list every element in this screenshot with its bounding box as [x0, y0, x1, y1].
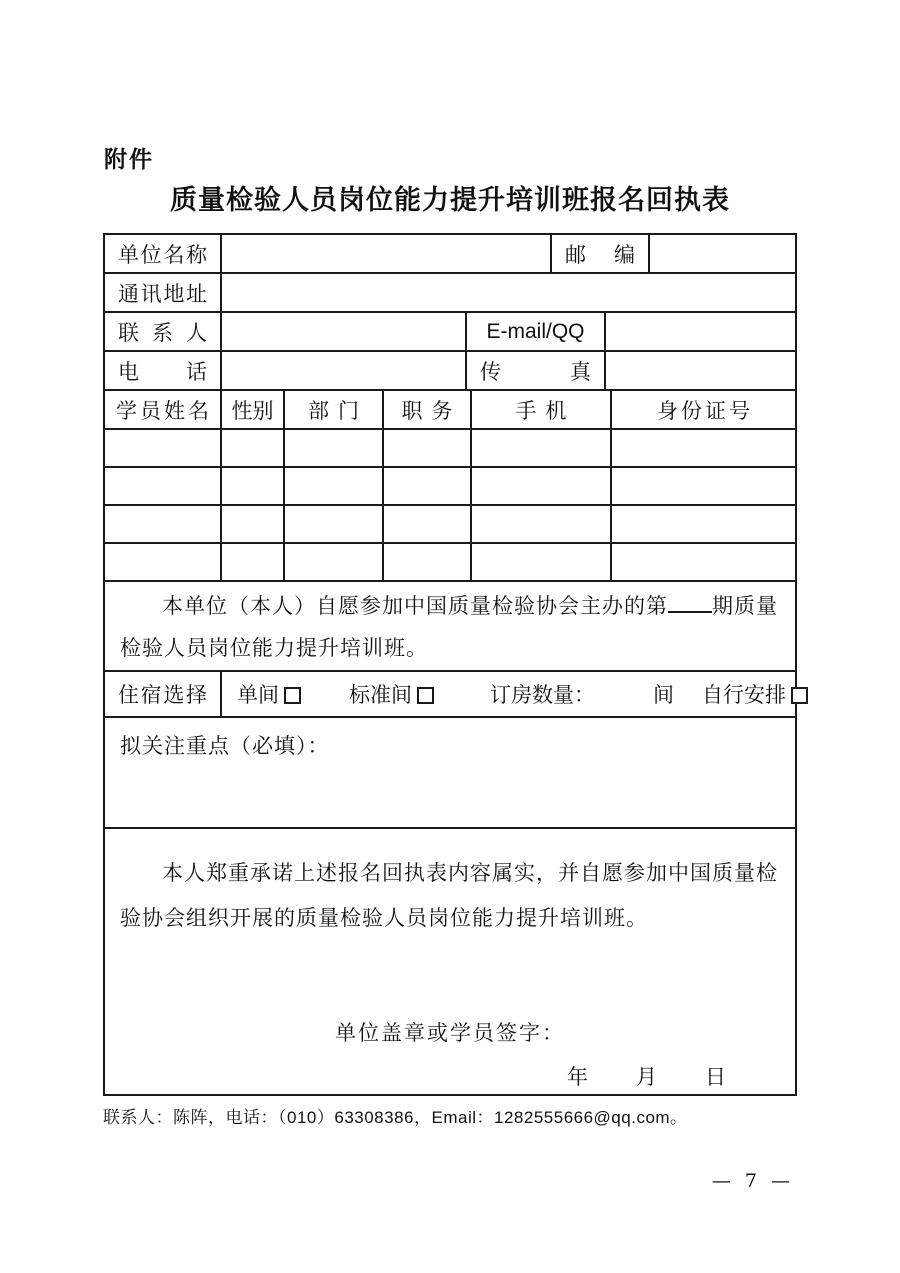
postal-code-label-cell	[552, 235, 650, 272]
header-position-cell	[384, 391, 472, 428]
student-cell	[384, 468, 472, 504]
header-student-name: 学员姓名	[116, 399, 212, 423]
student-cell	[222, 468, 285, 504]
student-cell	[384, 506, 472, 542]
phone-label: 电话	[118, 360, 207, 384]
email-label: E-mail/QQ	[486, 319, 585, 343]
room-unit-label: 间	[653, 684, 674, 707]
single-room-checkbox-icon	[284, 687, 301, 704]
row-unit-name	[105, 235, 795, 274]
accommodation-options-cell	[222, 672, 795, 716]
statement-part3: 检验人员岗位能力提升培训班。	[120, 637, 428, 660]
single-room-option	[237, 679, 301, 709]
email-label-cell	[467, 313, 606, 350]
student-cell	[105, 468, 222, 504]
standard-room-label: 标准间	[349, 684, 412, 707]
student-cell	[285, 430, 384, 466]
student-cell	[612, 468, 795, 504]
student-cell	[612, 430, 795, 466]
standard-room-checkbox-icon	[417, 687, 434, 704]
student-cell	[472, 544, 612, 580]
student-cell	[105, 506, 222, 542]
student-cell	[384, 430, 472, 466]
student-cell	[472, 506, 612, 542]
row-contact	[105, 313, 795, 352]
unit-name-value-cell	[222, 235, 552, 272]
address-value-cell	[222, 274, 795, 311]
statement-part2: 期质量	[712, 595, 778, 618]
fax-value-cell	[606, 352, 795, 389]
header-student-name-cell	[105, 391, 222, 428]
statement-part1: 本单位（本人）自愿参加中国质量检验协会主办的第	[162, 595, 668, 618]
student-cell	[285, 544, 384, 580]
header-department-cell	[285, 391, 384, 428]
unit-name-label-cell	[105, 235, 222, 272]
student-empty-row	[105, 430, 795, 468]
address-label: 通讯地址	[118, 282, 207, 306]
student-cell	[222, 544, 285, 580]
postal-code-value-cell	[650, 235, 795, 272]
participation-statement	[120, 586, 780, 670]
email-value-cell	[606, 313, 795, 350]
focus-label: 拟关注重点（必填）：	[120, 735, 330, 758]
student-cell	[472, 468, 612, 504]
phone-value-cell	[222, 352, 467, 389]
signature-label: 单位盖章或学员签字：	[335, 1022, 565, 1045]
participation-statement-row	[105, 582, 795, 672]
accommodation-label: 住宿选择	[118, 684, 207, 707]
phone-label-cell	[105, 352, 222, 389]
self-arrange-checkbox-icon	[791, 687, 808, 704]
student-cell	[384, 544, 472, 580]
student-empty-row	[105, 468, 795, 506]
commitment-line1: 本人郑重承诺上述报名回执表内容属实，并自愿参加中国质量检	[162, 862, 778, 885]
registration-form-table	[103, 233, 797, 1096]
header-department: 部门	[308, 399, 368, 423]
header-id-number: 身份证号	[657, 399, 753, 423]
student-cell	[612, 506, 795, 542]
focus-row	[105, 718, 795, 829]
attachment-label: 附件	[104, 146, 154, 172]
student-cell	[105, 544, 222, 580]
student-table-header-row	[105, 391, 795, 430]
student-empty-row	[105, 544, 795, 582]
student-empty-row	[105, 506, 795, 544]
student-cell	[612, 544, 795, 580]
student-cell	[285, 506, 384, 542]
single-room-label: 单间	[237, 684, 279, 707]
commitment-text	[120, 851, 780, 941]
student-cell	[222, 506, 285, 542]
accommodation-label-cell	[105, 672, 222, 716]
commitment-line2: 验协会组织开展的质量检验人员岗位能力提升培训班。	[120, 907, 648, 930]
header-mobile-cell	[472, 391, 612, 428]
self-arrange-label: 自行安排	[702, 684, 786, 707]
page-number: — 7 —	[711, 1170, 794, 1192]
commitment-row	[105, 829, 795, 1094]
student-cell	[472, 430, 612, 466]
header-gender: 性别	[231, 399, 274, 423]
page-title: 质量检验人员岗位能力提升培训班报名回执表	[170, 185, 730, 215]
header-position: 职务	[401, 399, 462, 423]
postal-code-label: 邮编	[565, 243, 635, 267]
header-id-number-cell	[612, 391, 795, 428]
fax-label-cell	[467, 352, 606, 389]
contact-label: 联系人	[118, 321, 207, 345]
student-cell	[105, 430, 222, 466]
address-label-cell	[105, 274, 222, 311]
footer-contact-info: 联系人：陈阵，电话：（010）63308386，Email：1282555666@qq.com。	[103, 1108, 688, 1127]
row-phone	[105, 352, 795, 391]
contact-value-cell	[222, 313, 467, 350]
row-address	[105, 274, 795, 313]
date-line: 年 月 日	[567, 1066, 728, 1089]
participation-statement-cell	[105, 582, 795, 670]
header-mobile: 手机	[515, 399, 576, 423]
accommodation-row	[105, 672, 795, 718]
self-arrange-option	[702, 679, 808, 709]
header-gender-cell	[222, 391, 285, 428]
booking-quantity-label: 订房数量：	[490, 684, 595, 707]
commitment-cell	[105, 829, 795, 1094]
fax-label: 传真	[480, 360, 591, 384]
contact-label-cell	[105, 313, 222, 350]
focus-cell	[105, 718, 795, 827]
standard-room-option	[349, 679, 434, 709]
student-cell	[285, 468, 384, 504]
student-cell	[222, 430, 285, 466]
unit-name-label: 单位名称	[118, 243, 207, 267]
session-number-blank	[668, 590, 712, 613]
